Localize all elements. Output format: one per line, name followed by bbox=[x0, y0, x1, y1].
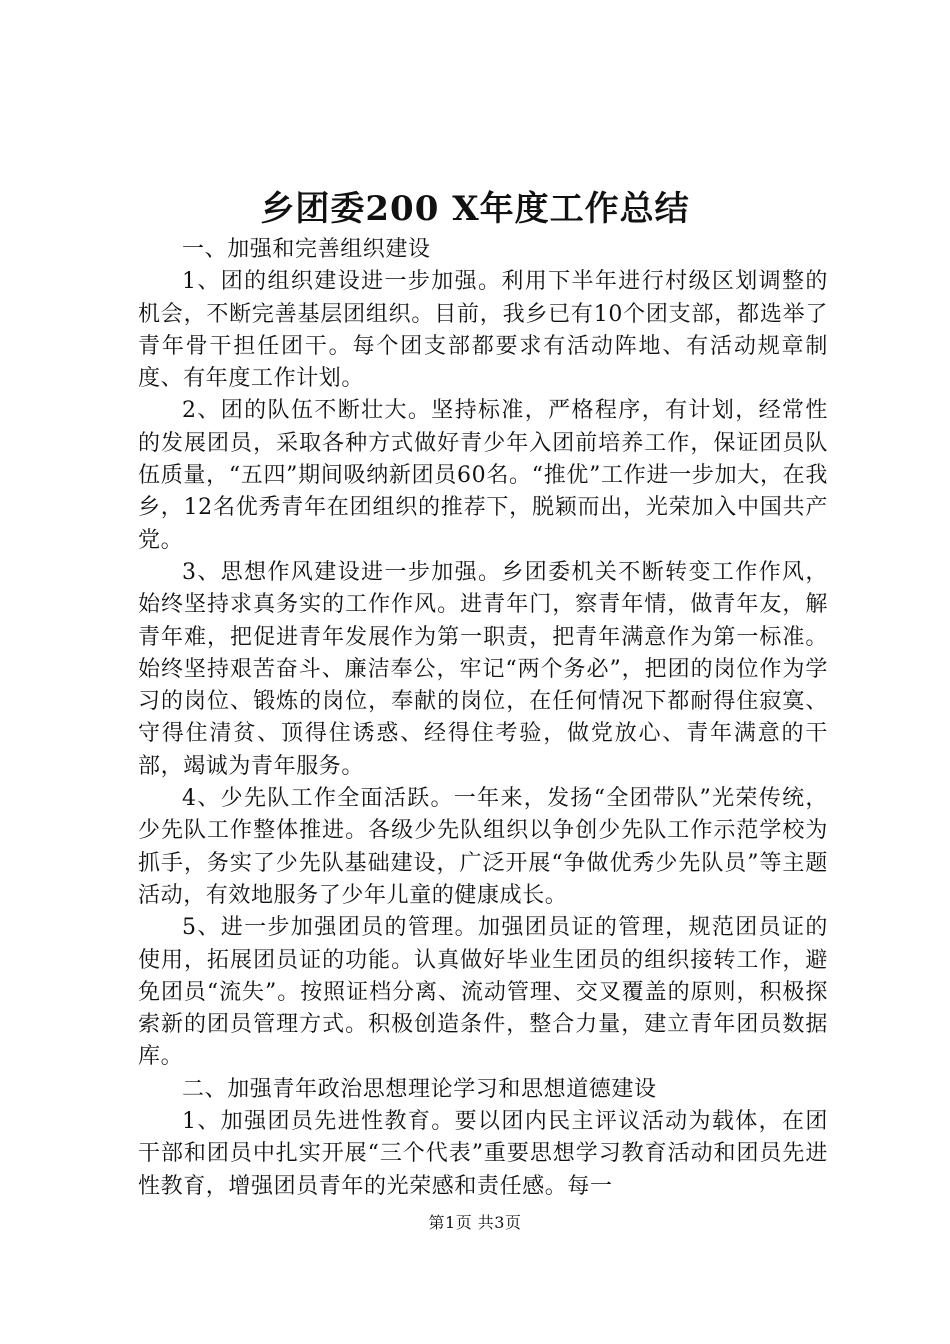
paragraph-advanced-education: 1、加强团员先进性教育。要以团内民主评议活动为载体，在团干部和团员中扎实开展“三个代表”重要思想学习教育活动和团员先进性教育，增强团员青年的光荣感和责任感。每一 bbox=[138, 1109, 828, 1199]
paragraph-work-style: 3、思想作风建设进一步加强。乡团委机关不断转变工作作风，始终坚持求真务实的工作作风。进青年门，察青年情，做青年友，解青年难，把促进青年发展作为第一职责，把青年满意作为第一标准。始终坚持艰苦奋斗、廉洁奉公，牢记“两个务必”，把团的岗位作为学习的岗位、锻炼的岗位，奉献的岗位，在任何情况下都耐得住寂寞、守得住清贫、顶得住诱惑、经得住考验，做党放心、青年满意的干部，竭诚为青年服务。 bbox=[138, 559, 828, 779]
document-title: 乡团委200 X年度工作总结 bbox=[260, 189, 690, 229]
paragraph-org-building: 1、团的组织建设进一步加强。利用下半年进行村级区划调整的机会，不断完善基层团组织。目前，我乡已有10个团支部，都选举了青年骨干担任团干。每个团支部都要求有活动阵地、有活动规章制度、有年度工作计划。 bbox=[138, 269, 828, 392]
paragraph-member-management: 5、进一步加强团员的管理。加强团员证的管理，规范团员证的使用，拓展团员证的功能。认真做好毕业生团员的组织接转工作，避免团员“流失”。按照证档分离、流动管理、交叉覆盖的原则，积极探索新的团员管理方式。积极创造条件，整合力量，建立青年团员数据库。 bbox=[138, 915, 828, 1070]
paragraph-team-growth: 2、团的队伍不断壮大。坚持标准，严格程序，有计划，经常性的发展团员，采取各种方式做好青少年入团前培养工作，保证团员队伍质量，“五四”期间吸纳新团员60名。“推优”工作进一步加大，在我乡，12名优秀青年在团组织的推荐下，脱颖而出，光荣加入中国共产党。 bbox=[138, 398, 828, 553]
section-heading-2: 二、加强青年政治思想理论学习和思想道德建设 bbox=[182, 1076, 657, 1102]
paragraph-young-pioneers: 4、少先队工作全面活跃。一年来，发扬“全团带队”光荣传统，少先队工作整体推进。各级少先队组织以争创少先队工作示范学校为抓手，务实了少先队基础建设，广泛开展“争做优秀少先队员”等主题活动，有效地服务了少年儿童的健康成长。 bbox=[138, 786, 828, 908]
document-body bbox=[138, 234, 828, 1203]
page-footer: 第1页 共3页 bbox=[428, 1213, 522, 1232]
section-heading-1: 一、加强和完善组织建设 bbox=[182, 237, 431, 262]
